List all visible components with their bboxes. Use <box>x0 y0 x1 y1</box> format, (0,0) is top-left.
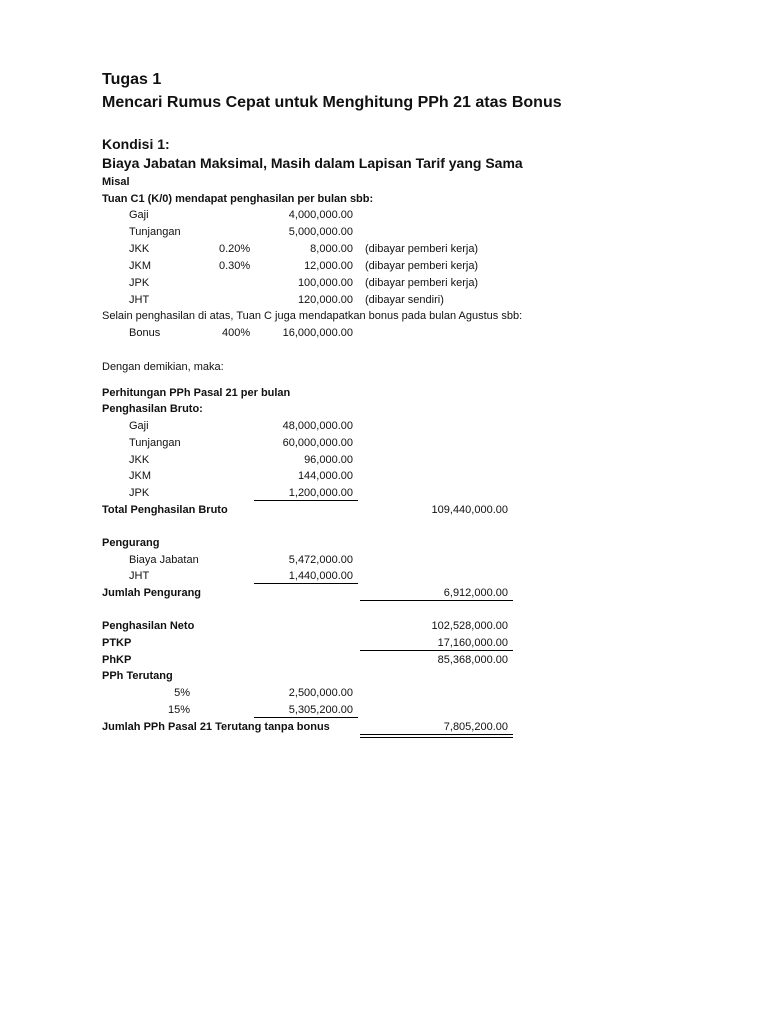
ptkp-amount: 17,160,000.00 <box>437 637 508 649</box>
row-amount: 144,000.00 <box>297 470 353 482</box>
row-note: (dibayar sendiri) <box>365 294 444 306</box>
row-amount: 8,000.00 <box>310 243 353 255</box>
doc-subtitle: Mencari Rumus Cepat untuk Menghitung PPh 21 atas Bonus <box>102 94 562 111</box>
phkp-label: PhKP <box>102 654 132 666</box>
pph-heading: PPh Terutang <box>102 670 173 682</box>
ptkp-label: PTKP <box>102 637 132 649</box>
misal-label: Misal <box>102 176 130 188</box>
double-underline-bottom <box>360 737 513 738</box>
row-amount: 5,472,000.00 <box>288 554 353 566</box>
jumlah-pengurang-amount: 6,912,000.00 <box>443 587 508 599</box>
row-note: (dibayar pemberi kerja) <box>365 277 479 289</box>
row-label: Biaya Jabatan <box>129 554 199 566</box>
subtotal-line <box>360 650 513 651</box>
double-underline-top <box>360 734 513 735</box>
pph-amount: 5,305,200.00 <box>288 704 353 716</box>
row-rate: 0.20% <box>219 243 251 255</box>
row-label: JKM <box>129 470 151 482</box>
row-note: (dibayar pemberi kerja) <box>365 243 479 255</box>
row-label: JPK <box>129 487 150 499</box>
bruto-heading: Penghasilan Bruto: <box>102 403 203 415</box>
row-label: JPK <box>129 277 150 289</box>
total-bruto-amount: 109,440,000.00 <box>431 504 508 516</box>
row-amount: 4,000,000.00 <box>288 209 353 221</box>
row-label: JHT <box>129 294 150 306</box>
row-amount: 1,200,000.00 <box>288 487 353 499</box>
row-label: Tunjangan <box>129 437 181 449</box>
row-label: Tunjangan <box>129 226 181 238</box>
row-amount: 120,000.00 <box>297 294 353 306</box>
pengurang-heading: Pengurang <box>102 537 160 549</box>
example-intro: Tuan C1 (K/0) mendapat penghasilan per bulan sbb: <box>102 193 374 205</box>
pph-rate: 15% <box>167 704 190 716</box>
row-note: (dibayar pemberi kerja) <box>365 260 479 272</box>
total-bruto-label: Total Penghasilan Bruto <box>102 504 228 516</box>
bonus-amount: 16,000,000.00 <box>282 327 353 339</box>
bonus-rate: 400% <box>222 327 251 339</box>
jumlah-pph-amount: 7,805,200.00 <box>443 721 508 733</box>
subtotal-line <box>254 583 358 584</box>
kondisi-heading: Kondisi 1: <box>102 136 170 152</box>
neto-label: Penghasilan Neto <box>102 620 195 632</box>
row-label: JKK <box>129 243 150 255</box>
doc-title: Tugas 1 <box>102 71 162 88</box>
row-label: JKK <box>129 454 150 466</box>
row-amount: 1,440,000.00 <box>288 570 353 582</box>
subtotal-line <box>360 600 513 601</box>
row-label: Gaji <box>129 420 149 432</box>
neto-amount: 102,528,000.00 <box>431 620 508 632</box>
bonus-intro: Selain penghasilan di atas, Tuan C juga mendapatkan bonus pada bulan Agustus sbb: <box>102 310 523 322</box>
subtotal-line <box>254 500 358 501</box>
row-rate: 0.30% <box>219 260 251 272</box>
jumlah-pph-label: Jumlah PPh Pasal 21 Terutang tanpa bonus <box>102 721 330 733</box>
kondisi-subheading: Biaya Jabatan Maksimal, Masih dalam Lapisan Tarif yang Sama <box>102 155 523 171</box>
pph-rate: 5% <box>174 687 190 699</box>
subtotal-line <box>254 717 358 718</box>
row-amount: 12,000.00 <box>304 260 353 272</box>
row-label: JKM <box>129 260 151 272</box>
row-amount: 5,000,000.00 <box>288 226 353 238</box>
row-amount: 60,000,000.00 <box>282 437 353 449</box>
pph-amount: 2,500,000.00 <box>288 687 353 699</box>
row-label: Gaji <box>129 209 149 221</box>
phkp-amount: 85,368,000.00 <box>437 654 508 666</box>
row-label: JHT <box>129 570 150 582</box>
conclusion-text: Dengan demikian, maka: <box>102 361 224 373</box>
row-amount: 48,000,000.00 <box>282 420 353 432</box>
calc-heading: Perhitungan PPh Pasal 21 per bulan <box>102 387 291 399</box>
row-amount: 100,000.00 <box>297 277 353 289</box>
row-amount: 96,000.00 <box>304 454 353 466</box>
jumlah-pengurang-label: Jumlah Pengurang <box>102 587 202 599</box>
bonus-label: Bonus <box>129 327 161 339</box>
